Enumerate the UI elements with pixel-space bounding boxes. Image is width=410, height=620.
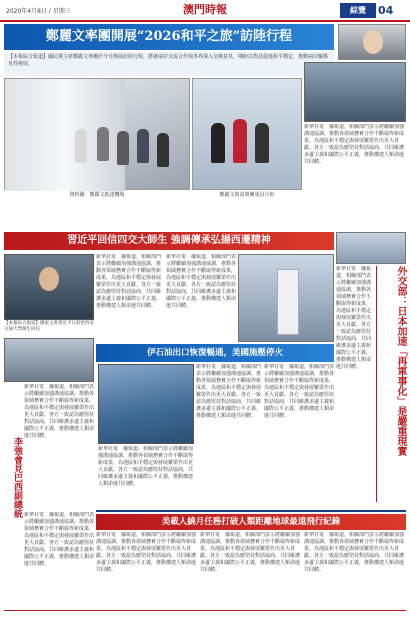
caption-story2: 【本報綜合報道】國家主席習近平日前給西安交通大學師生回信 (4, 321, 94, 332)
caption-photo1: 資料圖：鄭麗文抵達機場 (69, 192, 125, 198)
body-column-2b: 新華社電 據報道，相關部門表示將繼續加強溝通協調，推動各領域務實合作不斷取得新成果，為地區和平穩定與發展繁榮作出更大貢獻。各方一致認為應堅持對話協商，共同維護多邊主義和國際公平正義，推動構建人類命運共同體。 (166, 254, 236, 309)
body-column-right: 新華社電 據報道，相關部門表示將繼續加強溝通協調，推動各領域務實合作不斷取得新成果，為地區和平穩定與發展繁榮作出更大貢獻。各方一致認為應堅持對話協商，共同維護多邊主義和國際公平正義，推動構建人類命運共同體。 (304, 124, 405, 165)
page-number: 04 (378, 4, 394, 17)
photo-airport-arrival (4, 78, 190, 190)
body-column-3c: 新華社電 據報道，相關部門表示將繼續加強溝通協調，推動各領域務實合作不斷取得新成果，為地區和平穩定與發展繁榮作出更大貢獻。各方一致認為應堅持對話協商，共同維護多邊主義和國際公平正義，推動構建人類命運共同體。 (264, 364, 334, 419)
lead-story1: 【本報綜合報道】國民黨主席鄭麗文率團於今日開展訪陸行程，將就兩岸交流合作與各界深入交換意見，期盼以對話促進和平穩定，推動兩岸關係良性發展。 (4, 52, 334, 76)
body-column-4a: 新華社電 據報道，相關部門表示將繼續加強溝通協調，推動各領域務實合作不斷取得新成果，為地區和平穩定與發展繁榮作出更大貢獻。各方一致認為應堅持對話協商，共同維護多邊主義和國際公平正義，推動構建人類命運共同體。 (96, 532, 196, 573)
headline-story2[interactable]: 習近平回信四交大師生 強調傳承弘揚西遷精神 (4, 232, 334, 250)
masthead-logo: 澳門時報 (183, 3, 227, 16)
story3-vertical-headline[interactable]: 李強會見巴西副總統 (12, 436, 22, 518)
section-label: 綜覽 (340, 3, 376, 18)
headline-story4[interactable]: 美載人繞月任務打破人類距離地球最遠飛行紀錄 (96, 514, 406, 530)
body-column-3b: 新華社電 據報道，相關部門表示將繼續加強溝通協調，推動各領域務實合作不斷取得新成果，為地區和平穩定與發展繁榮作出更大貢獻。各方一致認為應堅持對話協商，共同維護多邊主義和國際公平正義，推動構建人類命運共同體。 (196, 364, 262, 419)
headline-story1[interactable]: 鄭麗文率團開展“2026和平之旅”訪陸行程 (4, 24, 334, 50)
photo-xi (4, 254, 94, 320)
body-column-4b: 新華社電 據報道，相關部門表示將繼續加強溝通協調，推動各領域務實合作不斷取得新成果，為地區和平穩定與發展繁榮作出更大貢獻。各方一致認為應堅持對話協商，共同維護多邊主義和國際公平正義，推動構建人類命運共同體。 (200, 532, 300, 573)
sidebar-vertical-headline[interactable]: 外交部：日本加速「再軍事化」是嚴重現實 (376, 266, 406, 502)
headline-story3[interactable]: 伊石油出口恢復暢通，美國施壓停火 (96, 344, 334, 362)
divider-rule (96, 510, 406, 512)
photo-delegation (192, 78, 302, 190)
photo-strait-map (98, 364, 194, 444)
photo-li-qiang (4, 338, 94, 382)
body-column-3d: 新華社電 據報道，相關部門表示將繼續加強溝通協調，推動各領域務實合作不斷取得新成果，為地區和平穩定與發展繁榮作出更大貢獻。各方一致認為應堅持對話協商，共同維護多邊主義和國際公平正義，推動構建人類命運共同體。 (98, 446, 194, 487)
sidebar-body: 新華社電 據報道，相關部門表示將繼續加強溝通協調，推動各領域務實合作不斷取得新成果，為地區和平穩定與發展繁榮作出更大貢獻。各方一致認為應堅持對話協商，共同維護多邊主義和國際公平正義，推動構建人類命運共同體。 (336, 266, 372, 370)
footer-rule (4, 610, 406, 616)
portrait-photo (338, 24, 406, 60)
photo-spokesperson (336, 232, 406, 264)
body-column-2a: 新華社電 據報道，相關部門表示將繼續加強溝通協調，推動各領域務實合作不斷取得新成果，為地區和平穩定與發展繁榮作出更大貢獻。各方一致認為應堅持對話協商，共同維護多邊主義和國際公平正義，推動構建人類命運共同體。 (96, 254, 162, 309)
issue-date: 2020年4月8日 / 星期三 (6, 8, 71, 15)
caption-photo2: 鄭麗文與訪問團成員合影 (219, 192, 275, 198)
masthead-bar (0, 0, 410, 22)
photo-meeting (304, 62, 406, 122)
photo-campus (238, 254, 334, 342)
body-column-3a: 新華社電 據報道，相關部門表示將繼續加強溝通協調，推動各領域務實合作不斷取得新成果，為地區和平穩定與發展繁榮作出更大貢獻。各方一致認為應堅持對話協商，共同維護多邊主義和國際公平正義，推動構建人類命運共同體。 (24, 384, 94, 439)
body-column-4c: 新華社電 據報道，相關部門表示將繼續加強溝通協調，推動各領域務實合作不斷取得新成果，為地區和平穩定與發展繁榮作出更大貢獻。各方一致認為應堅持對話協商，共同維護多邊主義和國際公平正義，推動構建人類命運共同體。 (304, 532, 405, 573)
body-column-3e: 新華社電 據報道，相關部門表示將繼續加強溝通協調，推動各領域務實合作不斷取得新成果，為地區和平穩定與發展繁榮作出更大貢獻。各方一致認為應堅持對話協商，共同維護多邊主義和國際公平正義，推動構建人類命運共同體。 (24, 512, 94, 567)
